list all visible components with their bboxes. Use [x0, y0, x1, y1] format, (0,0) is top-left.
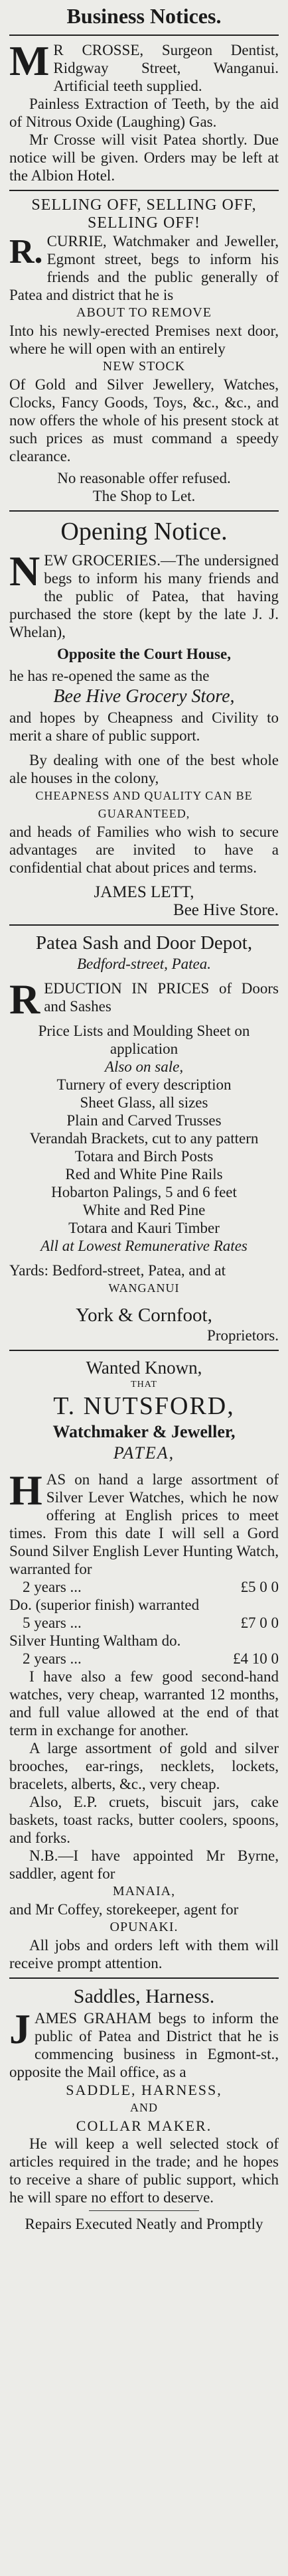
saddle-harness: SADDLE, HARNESS,	[66, 2082, 222, 2098]
nutsford-paragraph-1: AS on hand a large assortment of Silver Lever Watches, which he now offering at English prices to meet times. From this date I will sell a Gord Sound Silver English Lever Hunting Watch, warranted for	[9, 1471, 279, 1577]
saddles-title: Saddles, Harness.	[73, 1985, 215, 2007]
no-offer-refused: No reasonable offer refused.	[57, 470, 231, 486]
opening-paragraph-3: and hopes by Cheapness and Civility to merit a share of public support.	[9, 709, 279, 744]
proprietors: Proprietors.	[207, 1327, 279, 1344]
selling-off-subheading: SELLING OFF!	[87, 214, 200, 232]
graham-repairs: Repairs Executed Neatly and Promptly	[25, 2216, 263, 2232]
crosse-paragraph-2: Painless Extraction of Teeth, by the aid of Nitrous Oxide (Laughing) Gas.	[9, 96, 279, 130]
sash-paragraph-2: Price Lists and Moulding Sheet on application	[38, 1023, 250, 1057]
opening-paragraph-5: and heads of Families who wish to secure advantages are invited to have a confidential chat about prices and terms.	[9, 823, 279, 876]
divider	[9, 1977, 279, 1979]
sash-item: Hobarton Palings, 5 and 6 feet	[51, 1184, 237, 1200]
opening-paragraph-2: he has re-opened the same as the	[9, 668, 210, 684]
cheapness-quality: CHEAPNESS AND QUALITY CAN BE	[35, 789, 253, 802]
opening-notice-title: Opening Notice.	[60, 518, 228, 545]
opposite-court-house: Opposite the Court House,	[57, 646, 231, 662]
divider	[9, 924, 279, 926]
crosse-dentist-ad	[9, 37, 279, 184]
graham-paragraph-1: AMES GRAHAM begs to inform the public of Patea and District that he is commencing business in Egmont-st., opposite the Mail office, as a	[9, 2010, 279, 2080]
also-on-sale: Also on sale,	[104, 1058, 184, 1075]
nutsford-paragraph-3: A large assortment of gold and silver brooches, ear-rings, necklets, lockets, bracelets, alberts, &c., very cheap.	[9, 1740, 279, 1792]
nutsford-paragraph-5: N.B.—I have appointed Mr Byrne, saddler, agent for	[9, 1847, 279, 1882]
sash-title: Patea Sash and Door Depot,	[35, 932, 253, 954]
sash-item: Red and White Pine Rails	[65, 1166, 223, 1182]
firm-name: York & Cornfoot,	[76, 1305, 212, 1326]
graham-ad	[9, 1984, 279, 2233]
wanted-known: Wanted Known,	[86, 1358, 202, 1378]
price-label: 2 years ...	[23, 1650, 82, 1667]
price-value: £5 0 0	[240, 1579, 279, 1595]
shop-to-let: The Shop to Let.	[92, 488, 196, 504]
new-stock: NEW STOCK	[102, 359, 186, 374]
store-signature: Bee Hive Store.	[173, 901, 279, 919]
sash-address: Bedford-street, Patea.	[76, 956, 212, 972]
price-label: 5 years ...	[23, 1614, 82, 1631]
divider	[9, 1350, 279, 1351]
collar-maker: COLLAR MAKER.	[76, 2117, 212, 2134]
that: THAT	[131, 1380, 157, 1390]
sash-item: Totara and Birch Posts	[74, 1148, 214, 1165]
bee-hive-store-name: Bee Hive Grocery Store,	[53, 686, 235, 707]
drop-cap: R.	[9, 233, 43, 271]
lowest-rates: All at Lowest Remunerative Rates	[40, 1238, 248, 1254]
and: AND	[130, 2101, 158, 2114]
nutsford-paragraph-2: I have also a few good second-hand watches, very cheap, warranted 12 months, and full value allowed at the end of that term in exchange for another.	[9, 1668, 279, 1739]
graham-paragraph-2: He will keep a well selected stock of articles required in the trade; and he hopes to receive a share of public support, which he will spare no effort to deserve.	[9, 2135, 279, 2206]
nutsford-name: T. NUTSFORD,	[53, 1392, 235, 1420]
sash-item: Turnery of every description	[56, 1076, 232, 1093]
divider	[9, 510, 279, 512]
about-to-remove: ABOUT TO REMOVE	[76, 305, 212, 320]
price-label: Do. (superior finish) warranted	[9, 1597, 200, 1613]
crosse-paragraph-3: Mr Crosse will visit Patea shortly. Due notice will be given. Orders may be left at the Albion Hotel.	[9, 131, 279, 184]
sash-item: White and Red Pine	[82, 1202, 206, 1218]
sash-paragraph-1: EDUCTION IN PRICES of Doors and Sashes	[44, 980, 279, 1015]
selling-off-heading: SELLING OFF, SELLING OFF,	[31, 196, 257, 214]
price-value: £4 10 0	[233, 1650, 279, 1667]
sash-item: Sheet Glass, all sizes	[80, 1094, 208, 1111]
opening-paragraph-1: EW GROCERIES.—The undersigned begs to inform his many friends and the public of Patea, that having purchased the store (kept by the late J. J. Whelan),	[9, 552, 279, 640]
sash-item: Totara and Kauri Timber	[68, 1220, 220, 1236]
currie-paragraph-1: CURRIE, Watchmaker and Jeweller, Egmont street, begs to inform his friends and the public generally of Patea and district that he is	[9, 233, 279, 303]
drop-cap: N	[9, 547, 40, 595]
nutsford-paragraph-4: Also, E.P. cruets, biscuit jars, cake baskets, toast racks, butter coolers, spoons, and forks.	[9, 1794, 279, 1846]
currie-ad	[9, 196, 279, 505]
section-header: Business Notices.	[66, 4, 222, 28]
yards: Yards: Bedford-street, Patea, and at	[9, 1262, 226, 1279]
wanganui: WANGANUI	[108, 1281, 180, 1295]
sash-item: Verandah Brackets, cut to any pattern	[29, 1130, 259, 1147]
price-label: 2 years ...	[23, 1579, 82, 1595]
divider	[9, 35, 279, 36]
proprietor-name: JAMES LETT,	[94, 883, 194, 901]
nutsford-town: PATEA,	[113, 1443, 175, 1463]
manaia: MANAIA,	[112, 1884, 176, 1898]
price-value: £7 0 0	[240, 1614, 279, 1631]
nutsford-paragraph-6: and Mr Coffey, storekeeper, agent for	[9, 1901, 239, 1918]
drop-cap: M	[9, 37, 50, 84]
currie-paragraph-2: Into his newly-erected Premises next door, where he will open with an entirely	[9, 322, 279, 357]
drop-cap: H	[9, 1467, 42, 1514]
opening-paragraph-4: By dealing with one of the best whole ale houses in the colony,	[9, 752, 279, 786]
price-label: Silver Hunting Waltham do.	[9, 1632, 181, 1649]
currie-paragraph-3: Of Gold and Silver Jewellery, Watches, Clocks, Fancy Goods, Toys, &c., &c., and now offers the whole of his present stock at such prices as must command a speedy clearance.	[9, 376, 279, 465]
sash-door-depot-ad	[9, 931, 279, 1344]
opening-notice-ad	[9, 517, 279, 919]
nutsford-trade: Watchmaker & Jeweller,	[52, 1422, 236, 1441]
drop-cap: R	[9, 975, 40, 1023]
guaranteed: GUARANTEED,	[98, 807, 190, 820]
nutsford-paragraph-7: All jobs and orders left with them will receive prompt attention.	[9, 1937, 279, 1971]
opunaki: OPUNAKI.	[109, 1920, 179, 1934]
divider	[9, 190, 279, 191]
nutsford-ad	[9, 1356, 279, 1972]
divider	[89, 2210, 199, 2211]
crosse-paragraph-1: R CROSSE, Surgeon Dentist, Ridgway Street, Wanganui. Artificial teeth supplied.	[53, 42, 279, 94]
sash-item: Plain and Carved Trusses	[66, 1112, 222, 1129]
drop-cap: J	[9, 2005, 31, 2052]
